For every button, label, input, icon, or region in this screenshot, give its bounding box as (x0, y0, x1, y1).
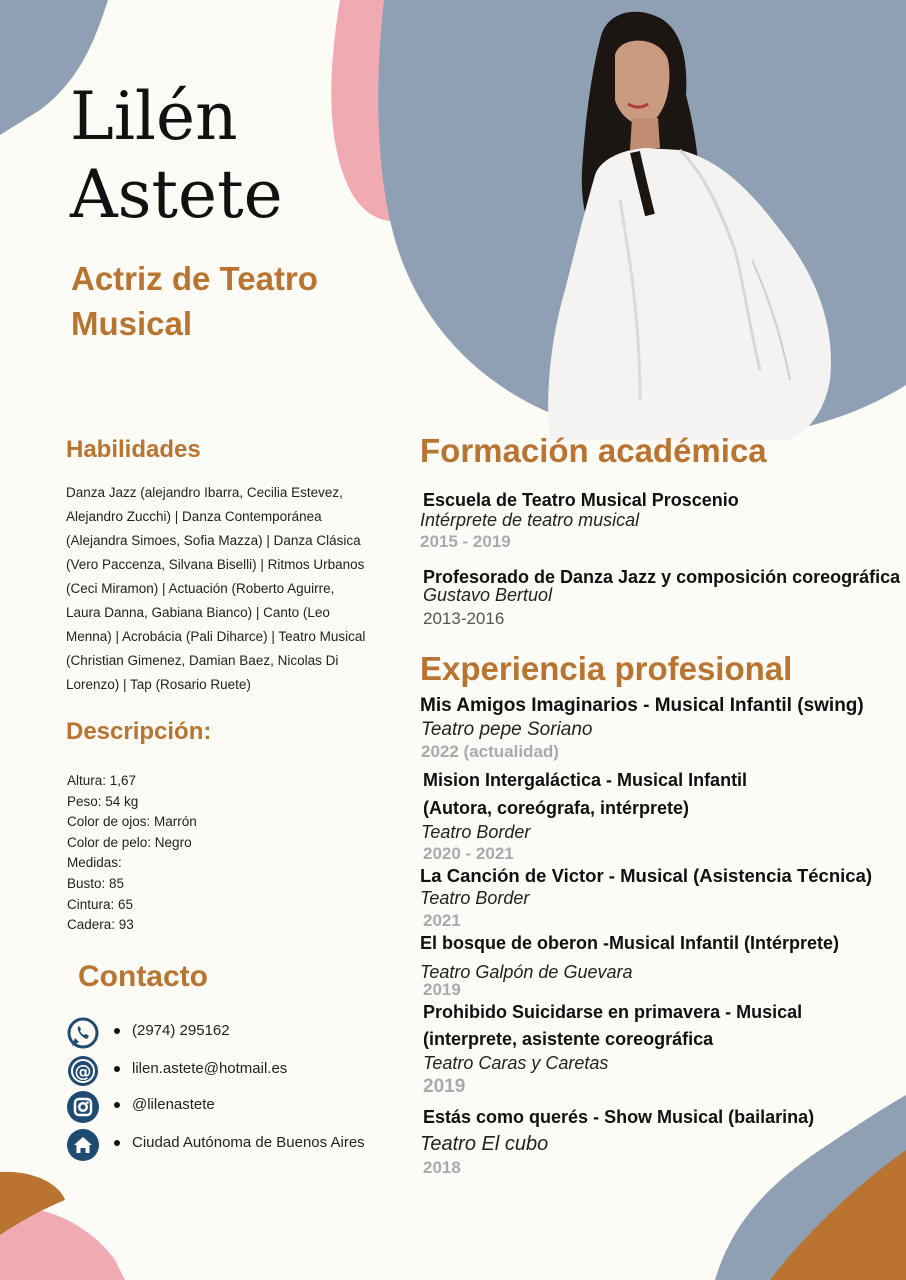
experience-4-venue: Teatro Galpón de Guevara (420, 962, 633, 982)
experience-6-title: Estás como querés - Show Musical (bailarina) (423, 1107, 815, 1127)
bullet (114, 1102, 120, 1108)
desc-hair-color: Color de pelo: Negro (67, 834, 192, 850)
first-name: Lilén (70, 78, 238, 155)
experience-3-year: 2021 (423, 911, 461, 930)
name-heading (70, 78, 283, 234)
education-1-title: Escuela de Teatro Musical Proscenio (423, 490, 739, 510)
whatsapp-icon (66, 1016, 100, 1050)
desc-measures-label: Medidas: (67, 855, 122, 871)
education-2-years: 2013-2016 (423, 609, 505, 628)
education-1-years: 2015 - 2019 (420, 532, 511, 551)
description-list (67, 771, 197, 936)
skills-heading: Habilidades (66, 436, 201, 463)
svg-text:@: @ (74, 1062, 92, 1082)
skills-text: Danza Jazz (alejandro Ibarra, Cecilia Estevez, Alejandro Zucchi) | Danza Contemporánea (Alejandra Simoes, Sofia Mazza) | Danza Clásica (Vero Paccenza, Silvana Biselli) | Ritmos Urbanos (Ceci Miramon) | Actuación (Roberto Aguirre, Laura Danna, Gabiana Bianco) | Canto (Leo Menna) | Acrobácia (Pali Diharce) | Teatro Musical (Christian Gimenez, Damian Baez, Nicolas Di Lorenzo) | Tap (Rosario Ruete) (66, 485, 366, 692)
last-name: Astete (70, 156, 283, 233)
experience-4-year: 2019 (423, 980, 461, 999)
desc-height: Altura: 1,67 (67, 773, 137, 788)
contact-heading: Contacto (78, 960, 208, 993)
experience-2-year: 2020 - 2021 (423, 844, 514, 863)
experience-5-title-line2: (interprete, asistente coreográfica (423, 1029, 714, 1049)
desc-bust: Busto: 85 (67, 875, 125, 891)
instagram-text: @lilenastete (132, 1096, 215, 1113)
education-heading: Formación académica (420, 432, 767, 469)
experience-6-venue: Teatro El cubo (420, 1133, 549, 1155)
experience-heading: Experiencia profesional (420, 650, 793, 687)
experience-5-venue: Teatro Caras y Caretas (423, 1053, 609, 1073)
experience-2-venue: Teatro Border (421, 822, 531, 842)
portrait-photo (520, 0, 860, 440)
experience-5-title: Prohibido Suicidarse en primavera - Musical (423, 1002, 803, 1022)
role-title: Actriz de Teatro Musical (71, 260, 318, 342)
bullet (114, 1066, 120, 1072)
description-heading: Descripción: (66, 718, 212, 745)
education-1-subtitle: Intérprete de teatro musical (420, 510, 640, 530)
experience-5-year: 2019 (423, 1076, 466, 1097)
experience-1-venue: Teatro pepe Soriano (421, 719, 593, 740)
experience-2-title-line2: (Autora, coreógrafa, intérprete) (423, 798, 690, 818)
desc-hip: Cadera: 93 (67, 917, 134, 933)
experience-1-year: 2022 (actualidad) (421, 742, 559, 761)
education-2-title: Profesorado de Danza Jazz y composición coreográfica (423, 567, 901, 587)
experience-6-year: 2018 (423, 1158, 461, 1177)
experience-2-title: Mision Intergaláctica - Musical Infantil (423, 770, 748, 790)
email-at-icon (66, 1054, 100, 1088)
education-2-subtitle: Gustavo Bertuol (423, 585, 553, 605)
home-icon (66, 1128, 100, 1162)
bullet (114, 1140, 120, 1146)
experience-4-title: El bosque de oberon -Musical Infantil (Intérprete) (420, 933, 840, 953)
bullet (114, 1028, 120, 1034)
desc-weight: Peso: 54 kg (67, 793, 139, 809)
experience-3-venue: Teatro Border (420, 888, 530, 908)
email-text: lilen.astete@hotmail.es (132, 1060, 288, 1077)
address-text: Ciudad Autónoma de Buenos Aires (132, 1134, 365, 1151)
experience-3-title: La Canción de Victor - Musical (Asistencia Técnica) (420, 865, 873, 886)
instagram-icon (66, 1090, 100, 1124)
experience-1-title: Mis Amigos Imaginarios - Musical Infantil (swing) (420, 695, 864, 716)
desc-waist: Cintura: 65 (67, 896, 134, 912)
desc-eye-color: Color de ojos: Marrón (67, 814, 197, 830)
phone-text: (2974) 295162 (132, 1022, 230, 1039)
